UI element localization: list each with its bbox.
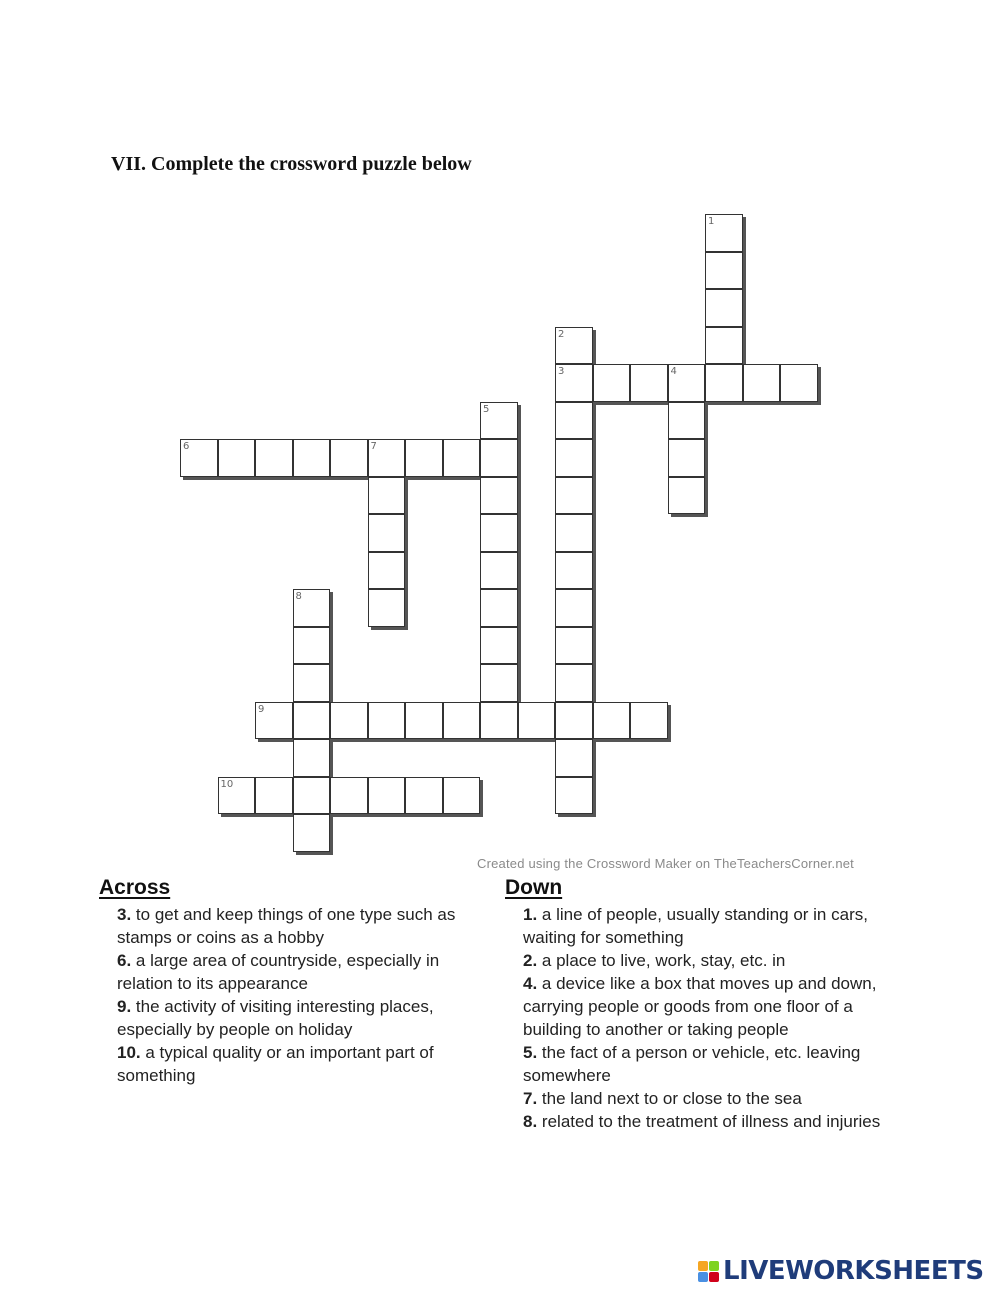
crossword-cell[interactable] [368, 552, 406, 590]
crossword-cell[interactable] [368, 589, 406, 627]
down-clue [523, 903, 883, 949]
clue-num: 6. [117, 951, 132, 970]
crossword-cell[interactable] [630, 702, 668, 740]
crossword-cell[interactable] [705, 364, 743, 402]
clue-number: 5 [483, 403, 490, 415]
crossword-cell[interactable] [293, 589, 331, 627]
down-heading: Down [505, 876, 563, 899]
crossword-cell[interactable] [330, 439, 368, 477]
clue-num: 9. [117, 997, 132, 1016]
clue-text: a line of people, usually standing or in cars, waiting for something [523, 905, 868, 947]
crossword-cell[interactable] [555, 589, 593, 627]
crossword-cell[interactable] [705, 214, 743, 252]
clue-number: 6 [183, 441, 190, 452]
crossword-cell[interactable] [443, 777, 481, 815]
crossword-cell[interactable] [555, 739, 593, 777]
crossword-cell[interactable] [480, 439, 518, 477]
crossword-cell[interactable] [293, 664, 331, 702]
down-clue [523, 1110, 883, 1133]
across-clue-list [117, 903, 489, 1087]
crossword-cell[interactable] [555, 664, 593, 702]
clue-num: 3. [117, 905, 132, 924]
clue-text: the activity of visiting interesting places, especially by people on holiday [117, 997, 434, 1039]
crossword-cell[interactable] [668, 477, 706, 515]
crossword-cell[interactable] [368, 702, 406, 740]
across-clue [117, 903, 489, 949]
crossword-cell[interactable] [330, 777, 368, 815]
clue-text: a typical quality or an important part of something [117, 1043, 434, 1085]
crossword-cell[interactable] [480, 477, 518, 515]
crossword-cell[interactable] [255, 439, 293, 477]
crossword-cell[interactable] [705, 289, 743, 327]
clue-num: 10. [117, 1043, 141, 1062]
crossword-cell[interactable] [368, 439, 406, 477]
crossword-cell[interactable] [518, 702, 556, 740]
crossword-cell[interactable] [668, 402, 706, 440]
crossword-cell[interactable] [480, 664, 518, 702]
across-clue [117, 1041, 489, 1087]
clue-number: 3 [558, 366, 565, 377]
crossword-cell[interactable] [368, 477, 406, 515]
crossword-cell[interactable] [293, 814, 331, 852]
clue-number: 4 [670, 366, 677, 377]
crossword-cell[interactable] [443, 439, 481, 477]
crossword-cell[interactable] [330, 702, 368, 740]
crossword-cell[interactable] [405, 439, 443, 477]
crossword-cell[interactable] [555, 702, 593, 740]
crossword-cell[interactable] [593, 364, 631, 402]
crossword-cell[interactable] [480, 514, 518, 552]
across-clue [117, 995, 489, 1041]
crossword-cell[interactable] [180, 439, 218, 477]
clue-text: a device like a box that moves up and down, carrying people or goods from one floor of a building to another or taking people [523, 974, 877, 1039]
crossword-cell[interactable] [555, 627, 593, 665]
clue-number: 7 [370, 441, 377, 452]
crossword-cell[interactable] [555, 777, 593, 815]
down-clue [523, 1041, 883, 1087]
crossword-cell[interactable] [480, 627, 518, 665]
crossword-cell[interactable] [555, 439, 593, 477]
clue-text: to get and keep things of one type such as stamps or coins as a hobby [117, 905, 456, 947]
clue-num: 2. [523, 951, 538, 970]
page-title: VII. Complete the crossword puzzle below [111, 153, 472, 175]
crossword-cell[interactable] [555, 402, 593, 440]
crossword-cell[interactable] [443, 702, 481, 740]
clue-num: 5. [523, 1043, 538, 1062]
crossword-cell[interactable] [705, 252, 743, 290]
down-clue [523, 972, 883, 1041]
clue-number: 1 [708, 216, 715, 227]
crossword-cell[interactable] [480, 702, 518, 740]
down-clue [523, 1087, 883, 1110]
crossword-cell[interactable] [255, 777, 293, 815]
clue-num: 1. [523, 905, 538, 924]
crossword-cell[interactable] [555, 552, 593, 590]
crossword-cell[interactable] [480, 589, 518, 627]
brand-logo [698, 1254, 994, 1288]
crossword-cell[interactable] [293, 439, 331, 477]
crossword-cell[interactable] [555, 327, 593, 365]
crossword-cell[interactable] [555, 477, 593, 515]
crossword-cell[interactable] [405, 777, 443, 815]
across-heading: Across [99, 876, 171, 899]
clue-number: 10 [220, 778, 234, 790]
crossword-cell[interactable] [668, 364, 706, 402]
crossword-cell[interactable] [368, 777, 406, 815]
logo-icon [698, 1258, 719, 1284]
crossword-cell[interactable] [293, 739, 331, 777]
crossword-cell[interactable] [480, 552, 518, 590]
across-clue [117, 949, 489, 995]
crossword-cell[interactable] [480, 402, 518, 440]
crossword-cell[interactable] [743, 364, 781, 402]
clue-num: 7. [523, 1089, 538, 1108]
crossword-cell[interactable] [405, 702, 443, 740]
crossword-cell[interactable] [293, 777, 331, 815]
clue-text: a place to live, work, stay, etc. in [541, 951, 786, 970]
credit-line: Created using the Crossword Maker on TheTeachersCorner.net [477, 856, 854, 871]
clue-number: 8 [295, 591, 302, 602]
clue-number: 9 [258, 703, 265, 715]
crossword-cell[interactable] [705, 327, 743, 365]
crossword-cell[interactable] [293, 702, 331, 740]
crossword-cell[interactable] [218, 777, 256, 815]
crossword-cell[interactable] [555, 514, 593, 552]
crossword-cell[interactable] [668, 439, 706, 477]
brand-name: LIVEWORKSHEETS [723, 1256, 984, 1286]
clue-text: related to the treatment of illness and injuries [541, 1112, 881, 1131]
clue-text: a large area of countryside, especially in relation to its appearance [117, 951, 440, 993]
clue-num: 8. [523, 1112, 538, 1131]
clue-text: the fact of a person or vehicle, etc. leaving somewhere [523, 1043, 861, 1085]
crossword-cell[interactable] [293, 627, 331, 665]
crossword-cell[interactable] [555, 364, 593, 402]
crossword-cell[interactable] [630, 364, 668, 402]
down-clue [523, 949, 883, 972]
crossword-cell[interactable] [255, 702, 293, 740]
clue-number: 2 [558, 328, 565, 340]
crossword-cell[interactable] [368, 514, 406, 552]
crossword-cell[interactable] [780, 364, 818, 402]
clue-num: 4. [523, 974, 538, 993]
crossword-cell[interactable] [593, 702, 631, 740]
clue-text: the land next to or close to the sea [541, 1089, 802, 1108]
crossword-cell[interactable] [218, 439, 256, 477]
down-clue-list [523, 903, 883, 1133]
